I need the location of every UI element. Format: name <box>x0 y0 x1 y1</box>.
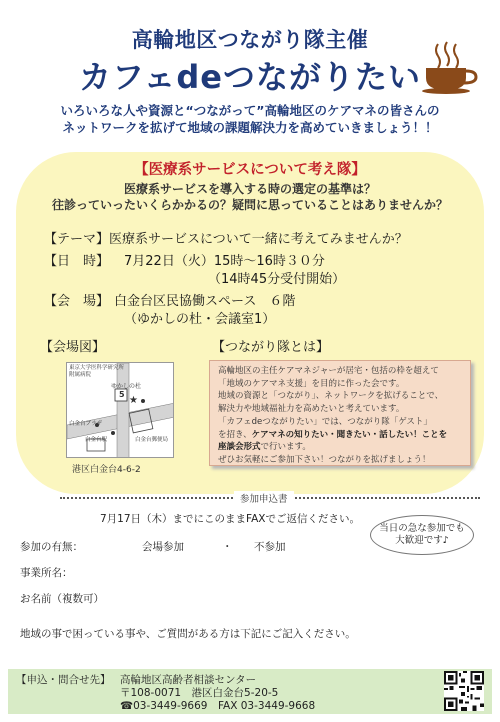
footer-address: 〒108-0071 港区白金台5-20-5 <box>120 687 279 699</box>
speech-bubble <box>370 515 474 555</box>
form-title: 参加申込書 <box>234 491 294 505</box>
event-question-2: 往診っていったいくらかかるの？疑問に思っていることはありませんか？ <box>51 198 448 212</box>
event-date-value: 7月22日（火）15時～16時３０分 <box>124 254 325 269</box>
about-line-7-post: で行います。 <box>260 442 311 453</box>
about-line-6-bold: ケアマネの知りたい・聞きたい・話したい！ことを <box>251 429 448 440</box>
intro-line-1: いろいろな人や資源と“つながって”高輪地区のケアマネの皆さんの <box>60 103 440 118</box>
attend-option-yes[interactable]: 会場参加 <box>142 541 184 553</box>
venue-map <box>66 362 174 458</box>
qr-code-icon[interactable] <box>444 671 484 711</box>
map-place-post: 白金台郵便局 <box>135 437 169 443</box>
map-caption: 港区白金台4-6-2 <box>72 465 141 475</box>
form-deadline: 7月17日（木）までにこのままFAXでご返信ください。 <box>100 513 360 525</box>
about-line-7 <box>218 441 462 454</box>
bubble-line-2: 大歓迎です♪ <box>395 535 449 546</box>
about-line-5: 「カフェdeつながりたい」では、つながり隊「ゲスト」 <box>218 416 432 427</box>
attend-label: 参加の有無： <box>20 541 83 553</box>
map-route-number: 5 <box>119 390 125 399</box>
intro-text <box>20 102 480 136</box>
event-date-label: 【日 時】 <box>44 254 110 269</box>
about-line-3: 地域の資源と「つながり」、ネットワークを拡げることで、 <box>218 391 444 402</box>
header-title: カフェdeつながりたい <box>78 58 421 96</box>
map-place-institute <box>69 365 124 379</box>
about-line-7-bold: 座談会形式 <box>218 442 261 453</box>
map-place-1: 東京大学医科学研究所 <box>69 365 125 371</box>
footer-label: 【申込・問合せ先】 <box>16 674 111 686</box>
about-line-4: 解決力や地域福祉力を高めたいと考えています。 <box>218 404 405 415</box>
about-label: 【つながり隊とは】 <box>212 340 330 355</box>
map-label: 【会場図】 <box>40 340 106 355</box>
event-heading: 【医療系サービスについて考え隊】 <box>134 162 366 178</box>
map-place-station: 白金台駅 <box>85 437 108 443</box>
map-place-yukashi: ゆかしの杜 <box>111 383 142 390</box>
about-line-2: 「地域のケアマネ支援」を目的に作った会です。 <box>218 378 405 389</box>
about-line-1: 高輪地区の主任ケアマネジャーが居宅・包括の枠を超えて <box>218 366 439 376</box>
about-line-6 <box>218 429 462 442</box>
footer-org: 高輪地区高齢者相談センター <box>120 674 257 686</box>
svg-text:★: ★ <box>129 395 138 406</box>
attend-separator: ・ <box>222 541 233 553</box>
comment-prompt: 地域の事で困っている事や、ご質問がある方は下記にご記入ください。 <box>20 628 356 640</box>
event-theme: 【テーマ】医療系サービスについて一緒に考えてみませんか？ <box>44 232 408 247</box>
map-place-1b: 附属病院 <box>69 372 92 378</box>
event-question-1: 医療系サービスを導入する時の選定の基準は？ <box>123 182 376 196</box>
coffee-cup-icon <box>418 40 478 95</box>
bubble-line-1: 当日の急な参加でも <box>379 523 465 534</box>
about-line-8: ぜひお気軽にご参加下さい！つながりを拡げましょう！ <box>218 454 431 465</box>
attend-option-no[interactable]: 不参加 <box>254 541 286 553</box>
name-label: お名前（複数可） <box>20 593 104 605</box>
event-venue-value: 白金台区民協働スペース ６階 <box>114 294 296 309</box>
event-date-sub: （14時45分受付開始） <box>208 272 346 287</box>
event-venue-sub: （ゆかしの杜・会議室1） <box>124 312 276 327</box>
intro-line-2: ネットワークを拡げて地域の課題解決力を高めていきましょう！！ <box>62 120 438 135</box>
about-box <box>209 360 471 466</box>
about-line-6-pre: を招き、 <box>218 429 252 440</box>
header-subtitle: 高輪地区つながり隊主催 <box>131 28 369 52</box>
footer-phone: ☎03-3449-9669 FAX 03-3449-9668 <box>120 700 316 712</box>
map-place-plaza: 白金台プラザ <box>69 421 103 427</box>
event-venue-label: 【会 場】 <box>44 294 110 309</box>
office-label: 事業所名： <box>20 567 73 579</box>
